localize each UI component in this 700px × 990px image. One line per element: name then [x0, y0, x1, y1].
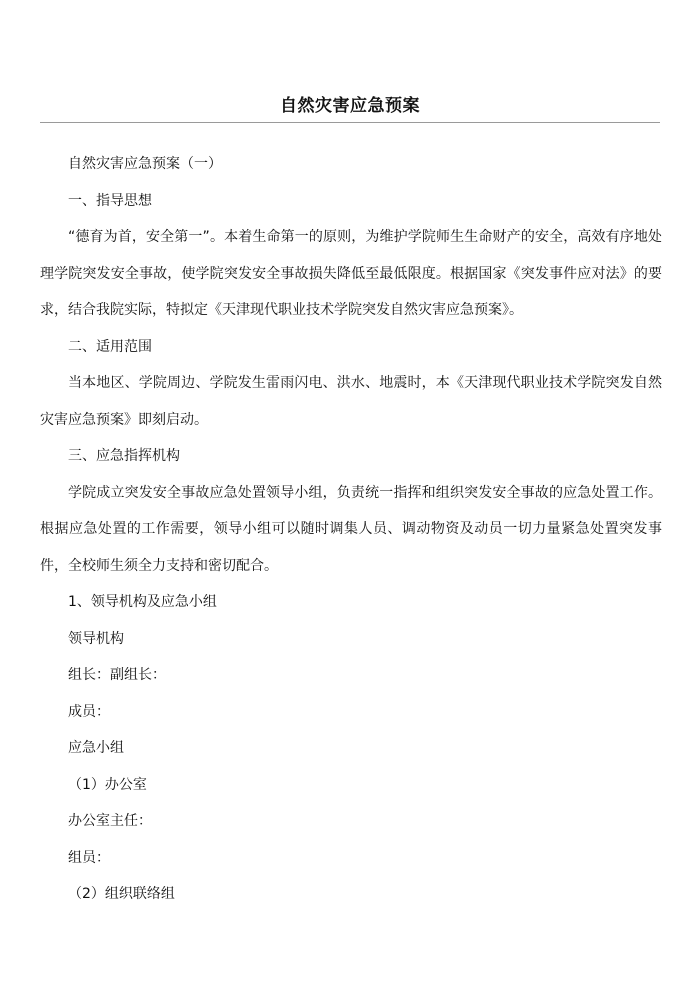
paragraph-scope: 当本地区、学院周边、学院发生雷雨闪电、洪水、地震时，本《天津现代职业技术学院突发自然灾害应急预案》即刻启动。 — [40, 375, 662, 428]
line-liaison-group: （2）组织联络组 — [68, 886, 175, 902]
section-heading-scope: 二、适用范围 — [68, 338, 152, 355]
paragraph-command: 学院成立突发安全事故应急处置领导小组，负责统一指挥和组织突发安全事故的应急处置工作。根据应急处置的工作需要，领导小组可以随时调集人员、调动物资及动员一切力量紧急处置突发事件，全校师生须全力支持和密切配合。 — [40, 484, 662, 574]
line-members: 成员： — [68, 703, 110, 720]
line-group-leaders: 组长：副组长： — [68, 667, 166, 683]
document-body — [40, 146, 662, 913]
line-leadership-body: 领导机构 — [68, 630, 124, 647]
line-office-director: 办公室主任： — [68, 813, 152, 829]
document-title: 自然灾害应急预案 — [280, 96, 420, 116]
section-heading-guiding-principle: 一、指导思想 — [68, 192, 152, 209]
title-divider — [40, 122, 660, 123]
paragraph-guiding-principle: “德育为首，安全第一”。本着生命第一的原则，为维护学院师生生命财产的安全，高效有序地处理学院突发安全事故，使学院突发安全事故损失降低至最低限度。根据国家《突发事件应对法》的要求，结合我院实际，特拟定《天津现代职业技术学院突发自然灾害应急预案》。 — [40, 229, 662, 318]
line-team-members: 组员： — [68, 849, 110, 866]
section-heading-plan-one: 自然灾害应急预案（一） — [68, 156, 222, 172]
section-heading-command: 三、应急指挥机构 — [68, 448, 180, 464]
subsection-heading-leadership: 1、领导机构及应急小组 — [68, 594, 217, 610]
line-office: （1）办公室 — [68, 776, 147, 793]
line-emergency-team: 应急小组 — [68, 740, 124, 756]
